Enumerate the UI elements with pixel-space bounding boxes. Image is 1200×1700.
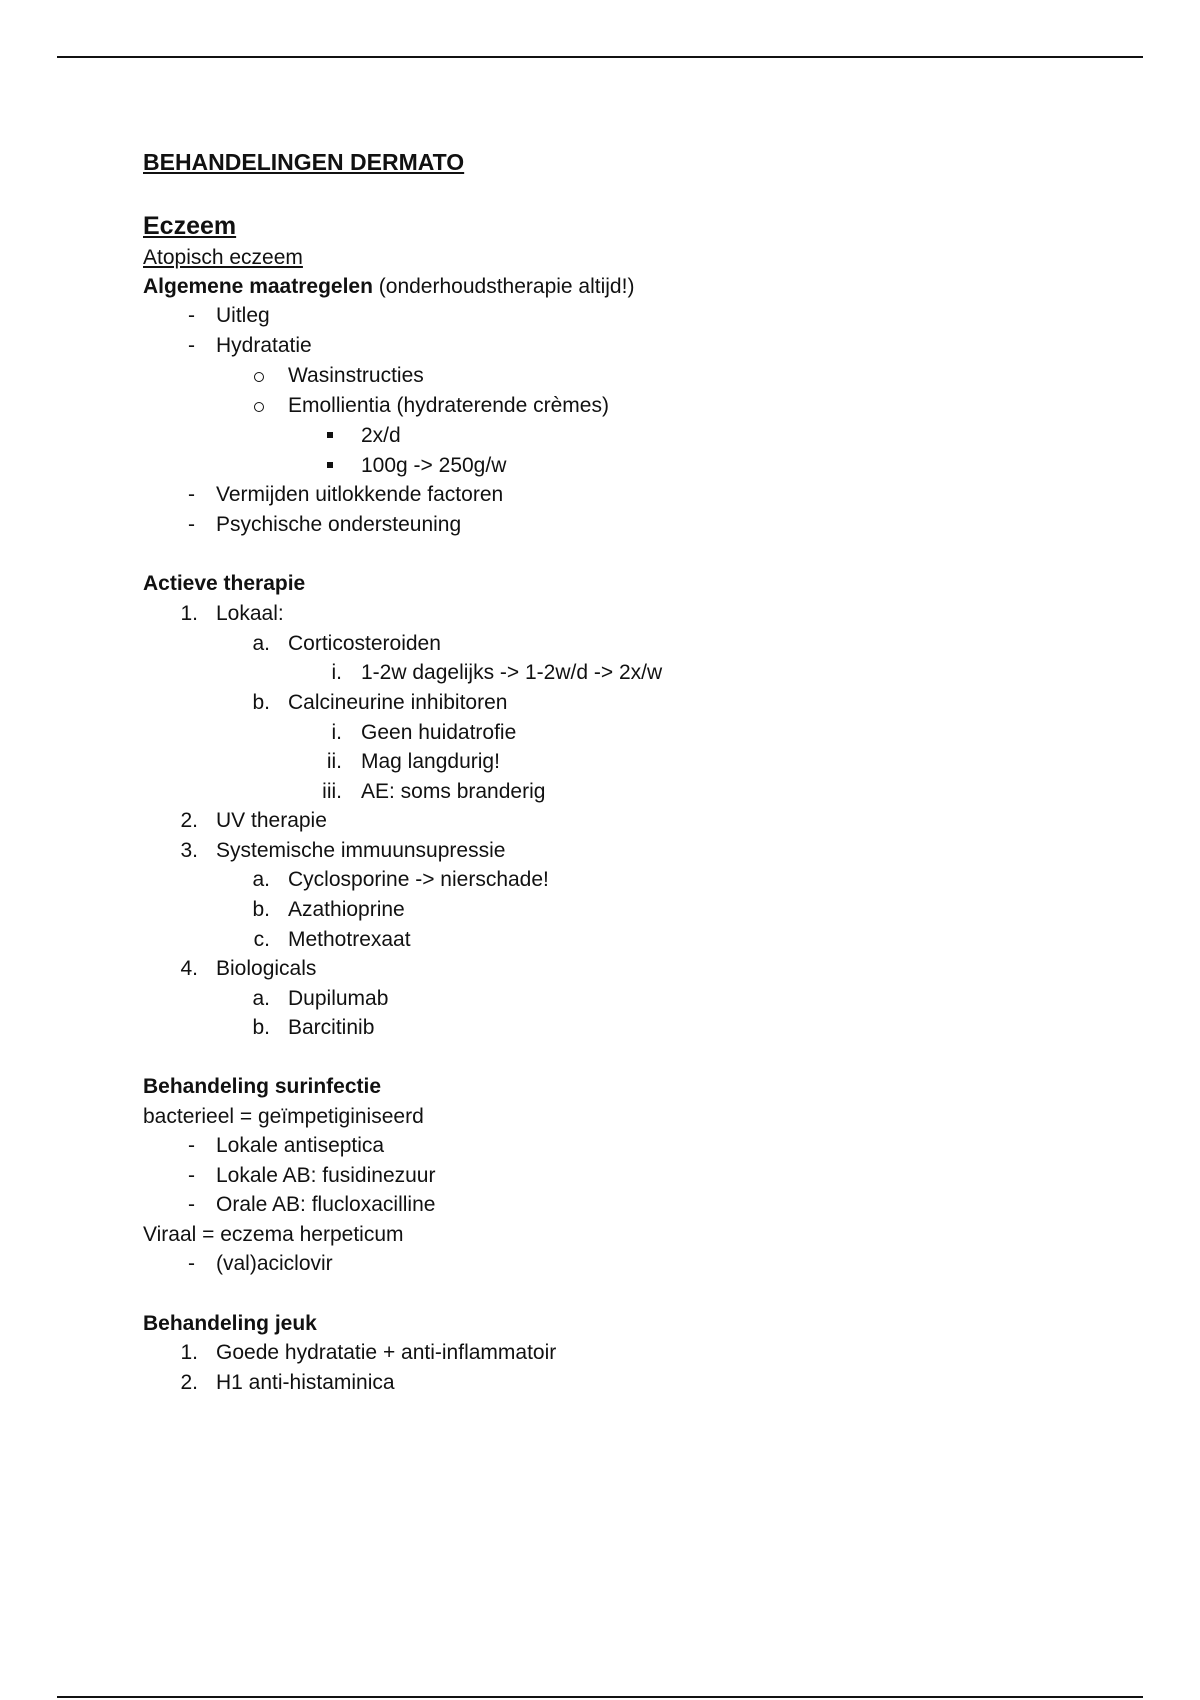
list-marker: ii. (326, 750, 342, 773)
list-item: Emollientia (hydraterende crèmes) (288, 394, 609, 417)
section-heading-eczeem: Eczeem (143, 212, 237, 240)
list-marker: b. (252, 691, 270, 714)
list-item: 2x/d (361, 424, 401, 447)
list-marker: i. (331, 721, 342, 744)
list-item: Orale AB: flucloxacilline (216, 1193, 436, 1216)
surinfectie-heading: Behandeling surinfectie (143, 1075, 382, 1098)
footer-rule (57, 1696, 1143, 1698)
list-marker: i. (331, 661, 342, 684)
list-item: Lokale antiseptica (216, 1134, 385, 1157)
list-item: Wasinstructies (288, 364, 424, 387)
bullet-dash: - (188, 483, 195, 506)
list-item: Geen huidatrofie (361, 721, 517, 744)
algemene-heading: Algemene maatregelen (143, 275, 373, 298)
list-item: 1-2w dagelijks -> 1-2w/d -> 2x/w (361, 661, 663, 684)
bullet-dash: - (188, 513, 195, 536)
list-item: AE: soms branderig (361, 780, 546, 803)
bullet-dash: - (188, 304, 195, 327)
bullet-square-icon (327, 462, 333, 468)
list-item: (val)aciclovir (216, 1252, 333, 1275)
list-item: Lokale AB: fusidinezuur (216, 1164, 436, 1187)
list-marker: b. (252, 1016, 270, 1039)
list-item: Barcitinib (288, 1016, 375, 1039)
list-marker: 4. (180, 957, 198, 980)
list-marker: b. (252, 898, 270, 921)
bullet-dash: - (188, 334, 195, 357)
bullet-circle-icon (254, 402, 264, 412)
bacterieel-line: bacterieel = geïmpetiginiseerd (143, 1105, 424, 1128)
bullet-square-icon (327, 432, 333, 438)
list-item: Vermijden uitlokkende factoren (216, 483, 504, 506)
list-marker: 2. (180, 1371, 198, 1394)
list-marker: c. (253, 928, 270, 951)
list-item: Lokaal: (216, 602, 284, 625)
list-item: Goede hydratatie + anti-inflammatoir (216, 1341, 557, 1364)
actieve-heading: Actieve therapie (143, 572, 306, 595)
page-title: BEHANDELINGEN DERMATO (143, 149, 465, 175)
list-item: Dupilumab (288, 987, 389, 1010)
bullet-dash: - (188, 1252, 195, 1275)
list-item: Hydratatie (216, 334, 312, 357)
list-marker: a. (252, 868, 270, 891)
list-item: Methotrexaat (288, 928, 411, 951)
list-item: Corticosteroiden (288, 632, 441, 655)
header-rule (57, 56, 1143, 58)
list-marker: 1. (180, 602, 198, 625)
list-marker: 2. (180, 809, 198, 832)
list-item: Mag langdurig! (361, 750, 500, 773)
list-item: Psychische ondersteuning (216, 513, 462, 536)
algemene-note: (onderhoudstherapie altijd!) (378, 275, 635, 298)
list-item: UV therapie (216, 809, 327, 832)
list-marker: a. (252, 632, 270, 655)
subsection-heading-atopisch: Atopisch eczeem (143, 246, 303, 269)
list-item: Systemische immuunsupressie (216, 839, 506, 862)
bullet-dash: - (188, 1164, 195, 1187)
list-marker: 3. (180, 839, 198, 862)
list-item: Cyclosporine -> nierschade! (288, 868, 549, 891)
list-item: H1 anti-histaminica (216, 1371, 395, 1394)
list-item: Biologicals (216, 957, 317, 980)
list-marker: 1. (180, 1341, 198, 1364)
jeuk-heading: Behandeling jeuk (143, 1312, 317, 1335)
bullet-circle-icon (254, 372, 264, 382)
list-item: Azathioprine (288, 898, 405, 921)
list-item: Calcineurine inhibitoren (288, 691, 508, 714)
list-item: 100g -> 250g/w (361, 454, 507, 477)
list-item: Uitleg (216, 304, 270, 327)
bullet-dash: - (188, 1193, 195, 1216)
viraal-line: Viraal = eczema herpeticum (143, 1223, 404, 1246)
bullet-dash: - (188, 1134, 195, 1157)
list-marker: a. (252, 987, 270, 1010)
list-marker: iii. (322, 780, 342, 803)
algemene-heading-line (143, 274, 634, 300)
